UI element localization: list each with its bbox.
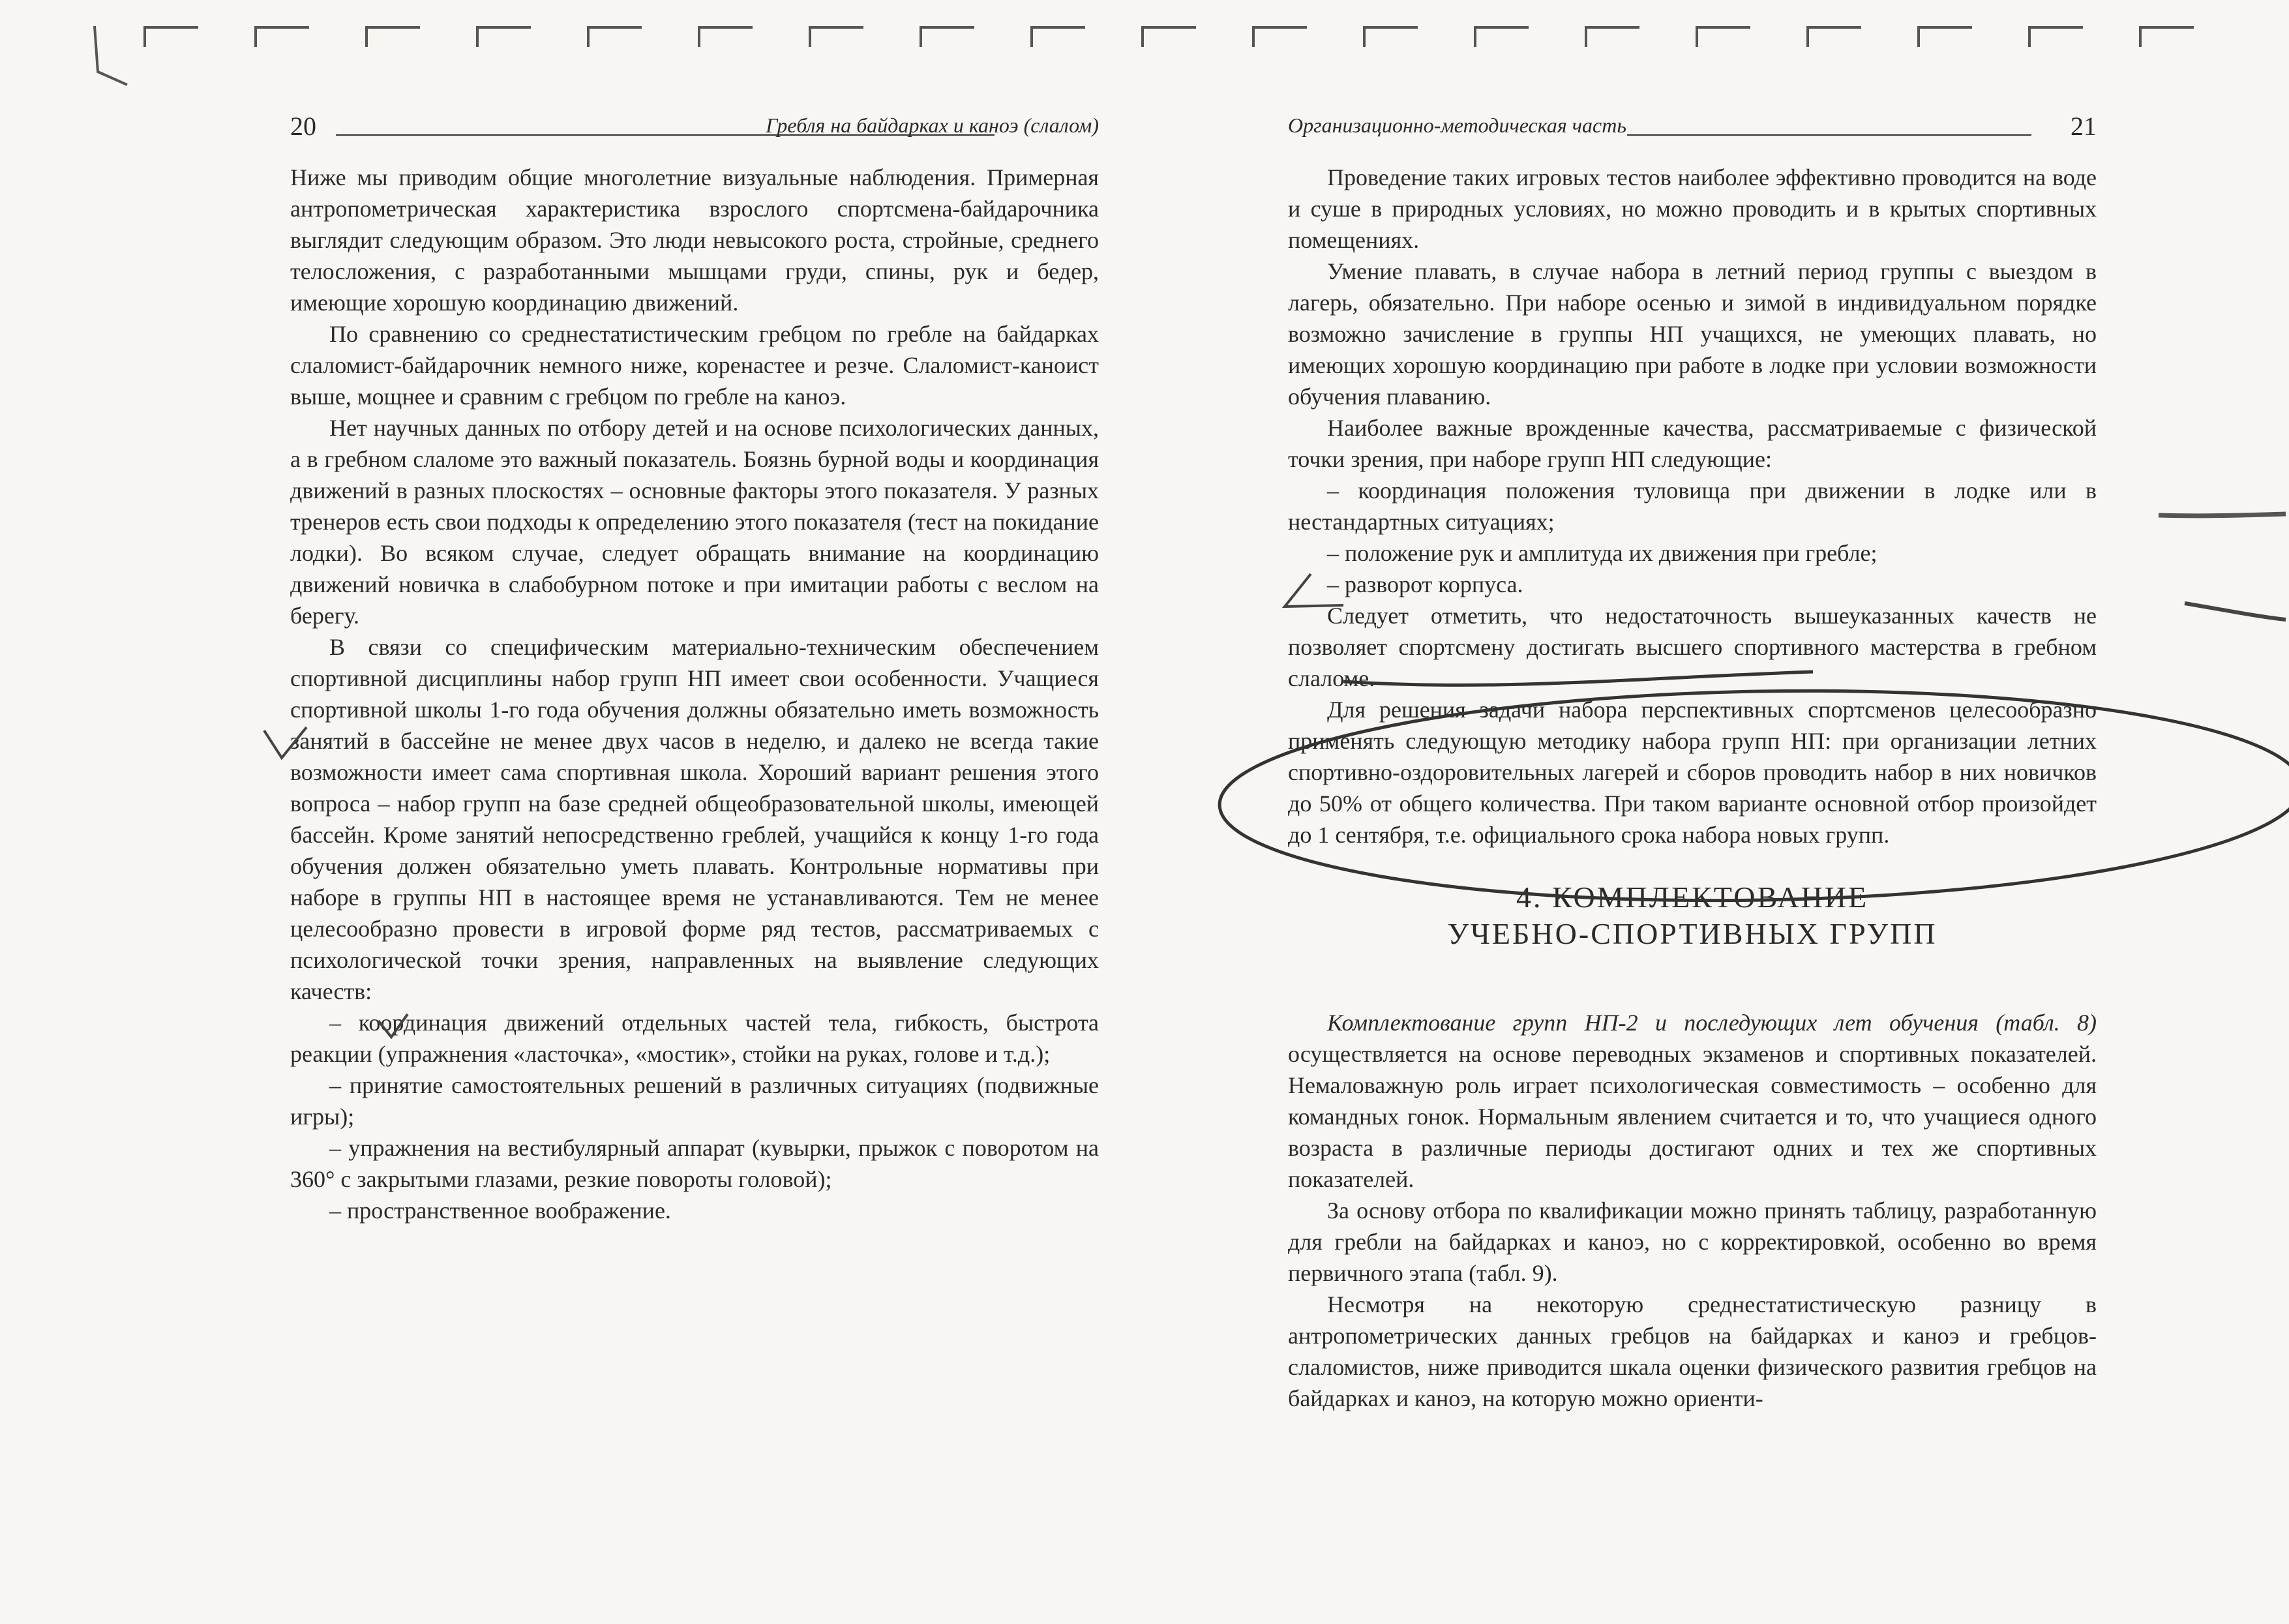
paragraph: По сравнению со среднестатистическим гребцом по гребле на байдарках слаломист-байдарочник немного ниже, коренастее и резче. Слаломист-каноист выше, мощнее и сравним с гребцом по гребле на каноэ. [290,321,1099,410]
paragraph: Умение плавать, в случае набора в летний период группы с выездом в лагерь, обязательно. При наборе осенью и зимой в индивидуальном порядке возможно зачисление в группы НП учащихся, не умеющих плавать, но имеющих хорошую координацию при работе в лодке при условии возможности обучения плаванию. [1288,258,2097,410]
section-heading [1288,879,2097,952]
list-item: – пространственное воображение. [329,1197,671,1224]
margin-stroke-icon [2185,603,2286,620]
list-item: – принятие самостоятельных решений в различных ситуациях (подвижные игры); [290,1072,1099,1130]
spiral-binding-marks [0,0,2289,91]
list-item: – положение рук и амплитуда их движения при гребле; [1327,540,1878,566]
list-item: – координация движений отдельных частей тела, гибкость, быстрота реакции (упражнения «ласточка», «мостик», стойки на руках, голове и т.д.); [290,1010,1099,1067]
margin-stroke-icon [2159,514,2286,516]
paragraph: Нет научных данных по отбору детей и на основе психологических данных, а в гребном слаломе это важный показатель. Боязнь бурной воды и координация движений в разных плоскостях – основные факторы этого показателя. У разных тренеров есть свои подходы к определению этого показателя (тест на покидание лодки). Во всяком случае, следует обращать внимание на координацию движений новичка в слабобурном потоке и при имитации работы с веслом на берегу. [290,415,1099,629]
left-running-head [290,111,1099,150]
right-running-head [1288,111,2097,150]
paragraph: В связи со специфическим материально-техническим обеспечением спортивной дисциплины набор групп НП имеет свои особенности. Учащиеся спортивной школы 1-го года обучения должны обязательно иметь возможность занятий в бассейне не менее двух часов в неделю, и далеко не всегда такие возможности имеет сама спортивная школа. Хороший вариант решения этого вопроса – набор групп на базе средней общеобразовательной школы, имеющей бассейн. Кроме занятий непосредственно греблей, учащийся к концу 1-го года обучения должен обязательно уметь плавать. Контрольные нормативы при наборе в группы НП в настоящее время не устанавливаются. Тем не менее целесообразно провести в игровой форме ряд тестов, рассматриваемых с психологической точки зрения, направленных на выявление следующих качеств: [290,634,1099,1004]
list-item: – координация положения туловища при движении в лодке или в нестандартных ситуациях; [1288,477,2097,535]
italic-lead: Комплектование групп НП-2 и последующих лет обучения (табл. 8) [1327,1010,2097,1036]
paragraph: Следует отметить, что недостаточность вышеуказанных качеств не позволяет спортсмену достигать высшего спортивного мастерства в гребном слаломе. [1288,603,2097,691]
left-page [290,111,1099,1226]
header-rule [1627,134,2031,136]
paragraph: Несмотря на некоторую среднестатистическую разницу в антропометрических данных гребцов на байдарках и каноэ и гребцов-слаломистов, ниже приводится шкала оценки физического развития гребцов на байдарках и каноэ, на которую можно ориенти- [1288,1291,2097,1411]
paragraph-rest: осуществляется на основе переводных экзаменов и спортивных показателей. Немаловажную роль играет психологическая совместимость – особенно для командных гонок. Нормальным явлением считается и то, что учащиеся одного возраста в различные периоды достигают одних и тех же спортивных показателей. [1288,1041,2097,1192]
paragraph [1288,1007,2097,1195]
paragraph: За основу отбора по квалификации можно принять таблицу, разработанную для гребли на байдарках и каноэ, но с корректировкой, особенно во время первичного этапа (табл. 9). [1288,1197,2097,1286]
paragraph: Наиболее важные врожденные качества, рассматриваемые с физической точки зрения, при наборе групп НП следующие: [1288,415,2097,472]
list-item: – упражнения на вестибулярный аппарат (кувырки, прыжок с поворотом на 360° с закрытыми глазами, резкие повороты головой); [290,1135,1099,1192]
left-page-number: 20 [290,112,316,141]
circled-paragraph: Для решения задачи набора перспективных спортсменов целесообразно применять следующую методику набора групп НП: при организации летних спортивно-оздоровительных лагерей и сборов проводить набор в них новичков до 50% от общего количества. При таком варианте основной отбор произойдет до 1 сентября, т.е. официального срока набора новых групп. [1288,697,2097,848]
list-item: – разворот корпуса. [1327,571,1523,597]
right-running-title: Организационно-методическая часть [1288,113,1626,137]
left-running-title: Гребля на байдарках и каноэ (слалом) [766,113,1099,137]
left-body-text [290,162,1099,1226]
right-page-number: 21 [2071,112,2097,141]
section-heading-line: 4. КОМПЛЕКТОВАНИЕ [1516,880,1869,914]
right-body-text [1288,162,2097,1414]
right-page [1288,111,2097,1414]
paragraph: Ниже мы приводим общие многолетние визуальные наблюдения. Примерная антропометрическая характеристика взрослого спортсмена-байдарочника выглядит следующим образом. Это люди невысокого роста, стройные, среднего телосложения, с разработанными мышцами груди, спины, рук и бедер, имеющие хорошую координацию движений. [290,164,1099,316]
section-heading-line: УЧЕБНО-СПОРТИВНЫХ ГРУПП [1447,917,1937,950]
paragraph: Проведение таких игровых тестов наиболее эффективно проводится на воде и суше в природных условиях, но можно проводить и в крытых спортивных помещениях. [1288,164,2097,253]
